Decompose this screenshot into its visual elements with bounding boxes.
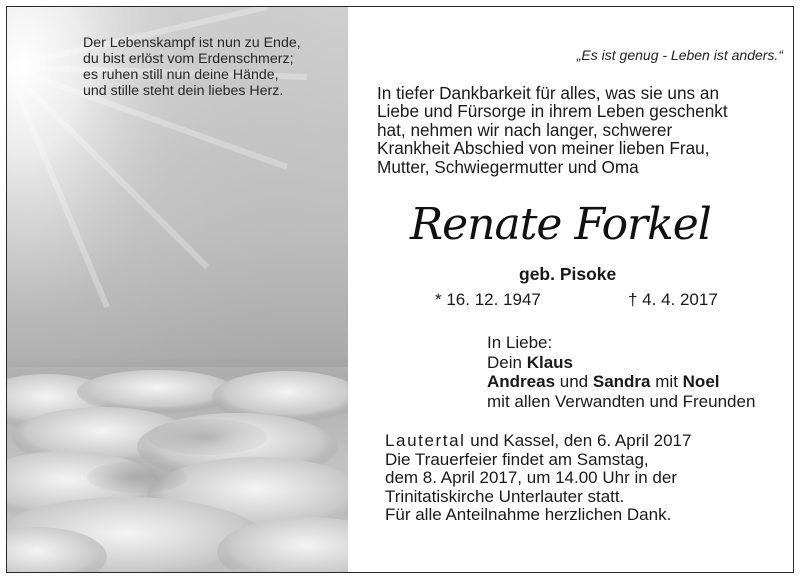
- place-name: Lautertal: [385, 431, 466, 450]
- funeral-line: dem 8. April 2017, um 14.00 Uhr in der: [385, 468, 677, 487]
- death-date: † 4. 4. 2017: [628, 290, 718, 309]
- place-date: und Kassel, den 6. April 2017: [470, 431, 692, 450]
- intro-text: [377, 84, 777, 176]
- maiden-name: geb. Pisoke: [519, 264, 617, 284]
- mourners-line: [487, 353, 755, 373]
- mourner-name: Sandra: [592, 372, 651, 392]
- quote: „Es ist genug - Leben ist anders.“: [576, 47, 783, 63]
- poem-line: und stille steht dein liebes Herz.: [83, 83, 284, 99]
- intro-line: In tiefer Dankbarkeit für alles, was sie uns an: [377, 83, 720, 103]
- mourners-line: [487, 372, 755, 392]
- poem-line: Der Lebenskampf ist nun zu Ende,: [83, 35, 301, 51]
- funeral-line: Trinitatiskirche Unterlauter statt.: [385, 486, 625, 506]
- mourner-name: Noel: [682, 372, 720, 392]
- deceased-name: Renate Forkel: [410, 199, 711, 250]
- poem-line: du bist erlöst vom Erdenschmerz;: [83, 51, 294, 67]
- intro-line: hat, nehmen wir nach langer, schwerer: [377, 119, 673, 140]
- closing-text: [385, 432, 691, 525]
- mourners-text: und: [559, 372, 589, 392]
- intro-line: Krankheit Abschied von meiner lieben Frau,: [377, 138, 710, 159]
- funeral-line: Die Trauerfeier findet am Samstag,: [385, 449, 649, 469]
- mourners-text: mit: [655, 372, 678, 392]
- mourners-others: mit allen Verwandten und Freunden: [487, 392, 756, 412]
- poem-line: es ruhen still nun deine Hände,: [83, 67, 279, 83]
- mourners-heading: In Liebe:: [487, 333, 553, 352]
- mourner-name: Andreas: [487, 372, 556, 392]
- thanks-line: Für alle Anteilnahme herzlichen Dank.: [385, 505, 672, 524]
- obituary-notice: [6, 6, 794, 573]
- mourner-name: Klaus: [526, 352, 573, 372]
- intro-line: Mutter, Schwiegermutter und Oma: [377, 156, 639, 177]
- poem: [83, 35, 301, 99]
- intro-line: Liebe und Fürsorge in ihrem Leben geschenkt: [377, 101, 728, 122]
- mourners: [487, 333, 755, 412]
- sky-clouds-photo: [7, 7, 348, 572]
- mourners-text: Dein: [487, 352, 522, 372]
- birth-date: * 16. 12. 1947: [435, 290, 541, 309]
- place-date-line: [385, 432, 691, 451]
